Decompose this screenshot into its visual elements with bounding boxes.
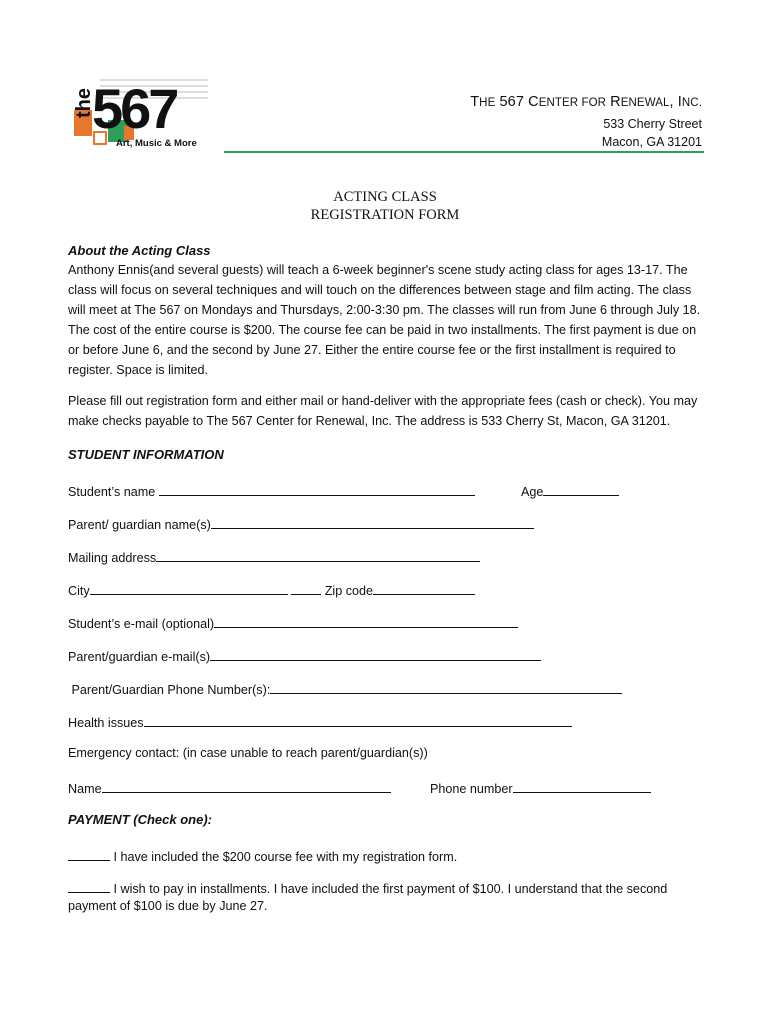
city-zip-field[interactable]: [68, 581, 475, 598]
about-paragraph: Anthony Ennis(and several guests) will teach a 6-week beginner's scene study acting class for ages 13-17. The class will focus on several techniques and will touch on the differences between stage and film acting. The class will meet at The 567 on Mondays and Thursdays, 2:00-3:30 pm. The classes will run from June 6 through July 18. The cost of the entire course is $200. The course fee can be paid in two installments. The first payment is due on or before June 6, and the second by June 27. Either the entire course fee or the first installment is required to register. Space is limited.: [68, 263, 701, 377]
parent-phone-field[interactable]: [68, 680, 622, 697]
center-logo: [68, 72, 218, 152]
student-email-blank[interactable]: [214, 614, 518, 628]
zip-blank[interactable]: [373, 581, 475, 595]
mailing-address-label: Mailing address: [68, 551, 157, 565]
age-blank[interactable]: [543, 482, 619, 496]
parent-phone-blank[interactable]: [270, 680, 622, 694]
emergency-phone-label: Phone number: [430, 782, 513, 796]
address-street: 533 Cherry Street: [603, 117, 702, 131]
payment-option-full[interactable]: [68, 847, 457, 864]
health-issues-blank[interactable]: [144, 713, 572, 727]
address-city: Macon, GA 31201: [601, 135, 702, 149]
header-divider: [224, 151, 704, 153]
parent-phone-label: Parent/Guardian Phone Number(s):: [68, 683, 271, 697]
student-email-field[interactable]: [68, 614, 518, 631]
student-name-label: Student’s name: [68, 485, 159, 499]
student-name-field[interactable]: [68, 482, 475, 499]
student-email-label: Student’s e-mail (optional): [68, 617, 215, 631]
parent-name-blank[interactable]: [211, 515, 534, 529]
emergency-phone-blank[interactable]: [513, 779, 651, 793]
emergency-name-label: Name: [68, 782, 102, 796]
parent-name-label: Parent/ guardian name(s): [68, 518, 211, 532]
city-blank[interactable]: [90, 581, 288, 595]
age-label: Age: [521, 485, 544, 499]
logo-tagline: Art, Music & More: [116, 138, 197, 149]
payment-installment-label: I wish to pay in installments. I have included the first payment of $100. I understand that the second: [110, 882, 668, 896]
payment-full-label: I have included the $200 course fee with my registration form.: [110, 850, 458, 864]
about-heading: About the Acting Class: [68, 243, 211, 258]
student-info-heading: STUDENT INFORMATION: [68, 447, 224, 462]
payment-installment-label-cont: payment of $100 is due by June 27.: [68, 899, 268, 913]
age-field[interactable]: [521, 482, 619, 499]
parent-name-field[interactable]: [68, 515, 534, 532]
svg-text:567: 567: [92, 77, 177, 140]
city-label: City: [68, 584, 90, 598]
state-blank[interactable]: [291, 581, 321, 595]
emergency-name-field[interactable]: [68, 779, 391, 796]
mailing-address-field[interactable]: [68, 548, 480, 565]
emergency-phone-field[interactable]: [430, 779, 651, 796]
parent-email-blank[interactable]: [210, 647, 541, 661]
student-name-blank[interactable]: [159, 482, 475, 496]
payment-full-check-blank[interactable]: [68, 847, 110, 861]
emergency-contact-label: Emergency contact: (in case unable to reach parent/guardian(s)): [68, 746, 428, 760]
svg-text:the: the: [73, 88, 95, 118]
payment-heading: PAYMENT (Check one):: [68, 812, 212, 827]
form-subtitle: REGISTRATION FORM: [310, 207, 460, 223]
zip-label: Zip code: [321, 584, 374, 598]
mailing-address-blank[interactable]: [156, 548, 480, 562]
instructions-paragraph: Please fill out registration form and either mail or hand-deliver with the appropriate fees (cash or check). You may make checks payable to The 567 Center for Renewal, Inc. The address is 533 Cherry St, Macon, GA 31201.: [68, 394, 698, 428]
payment-option-installments[interactable]: [68, 879, 667, 896]
health-issues-label: Health issues: [68, 716, 144, 730]
parent-email-field[interactable]: [68, 647, 541, 664]
emergency-name-blank[interactable]: [102, 779, 391, 793]
payment-installment-check-blank[interactable]: [68, 879, 110, 893]
organization-name: THE 567 CENTER FOR RENEWAL, INC.: [470, 94, 702, 110]
form-title: ACTING CLASS: [333, 189, 437, 205]
parent-email-label: Parent/guardian e-mail(s): [68, 650, 211, 664]
health-issues-field[interactable]: [68, 713, 572, 730]
